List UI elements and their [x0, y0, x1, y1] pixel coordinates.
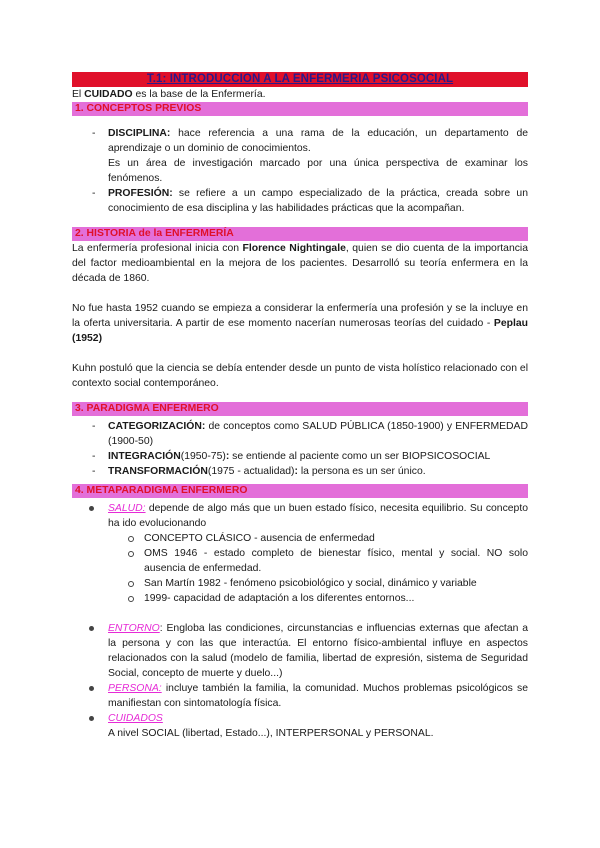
sub-list-item: San Martín 1982 - fenómeno psicobiológico y social, dinámico y variable — [108, 576, 528, 591]
bullet-icon — [89, 626, 94, 631]
list-item: - CATEGORIZACIÓN: de conceptos como SALUD PÚBLICA (1850-1900) y ENFERMEDAD (1900-50) — [92, 421, 528, 447]
list-item-entorno: ENTORNO: Engloba las condiciones, circunstancias e influencias externas que afectan a la persona y con las que interactúa. El entorno físico-ambiental influye en aspectos relacionados con la salud (modelo de familia, libertad de expresión, sistema de Seguridad Social, concepto de muerte y duelo...) — [72, 621, 528, 681]
sub-list-item: 1999- capacidad de adaptación a los diferentes entornos... — [108, 591, 528, 606]
list-item-salud: SALUD: depende de algo más que un buen estado físico, necesita equilibrio. Su concepto ha ido evolucionando CONCEPTO CLÁSICO - ausencia de enfermedad OMS 1946 - estado completo de bienestar físico, mental y social. NO solo ausencia de enfermedad. San Martín 1982 - fenómeno psicobiológico y social, dinámico y variable 1999- capacidad de adaptación a los diferentes entornos... — [72, 501, 528, 606]
circle-bullet-icon — [128, 581, 134, 587]
intro-line: El CUIDADO es la base de la Enfermería. — [72, 89, 266, 100]
bullet-icon — [89, 716, 94, 721]
historia-paragraph-2: No fue hasta 1952 cuando se empieza a considerar la enfermería una profesión y se la incluye en la oferta universitaria. A partir de ese momento nacerían numerosas teorías del cuidado - Peplau (1952) — [72, 303, 528, 344]
conceptos-list — [72, 126, 528, 216]
list-item-persona: PERSONA: incluye también la familia, la comunidad. Muchos problemas psicológicos se manifiestan con sintomatología física. — [72, 681, 528, 711]
list-item: - TRANSFORMACIÓN(1975 - actualidad): la persona es un ser único. — [92, 466, 426, 477]
bullet-icon — [89, 506, 94, 511]
list-item: - INTEGRACIÓN(1950-75): se entiende al paciente como un ser BIOPSICOSOCIAL — [92, 451, 491, 462]
list-item: - PROFESIÓN: se refiere a un campo especializado de la práctica, creada sobre un conocimiento de esa disciplina y las habilidades prácticas que la acompañan. — [92, 188, 528, 214]
historia-paragraph-1: La enfermería profesional inicia con Florence Nightingale, quien se dio cuenta de la importancia del factor medioambiental en la mejora de los pacientes. Desarrolló su teoría enfermera en la década de 1860. — [72, 243, 529, 284]
list-item: - DISCIPLINA: hace referencia a una rama de la educación, un departamento de aprendizaje o un dominio de conocimientos. Es un área de investigación marcado por una única perspectiva de examinar los fenómenos. — [92, 128, 528, 184]
sub-list-item: OMS 1946 - estado completo de bienestar físico, mental y social. NO solo ausencia de enfermedad. — [108, 546, 528, 576]
section-header-historia: 2. HISTORIA de la ENFERMERÍA — [72, 227, 528, 241]
document-page — [72, 72, 528, 741]
bullet-icon — [89, 686, 94, 691]
document-title: T.1: INTRODUCCION A LA ENFERMERIA PSICOSOCIAL — [72, 72, 528, 87]
list-item-cuidados: CUIDADOS A nivel SOCIAL (libertad, Estado...), INTERPERSONAL y PERSONAL. — [72, 711, 528, 741]
spacer — [72, 606, 528, 621]
circle-bullet-icon — [128, 596, 134, 602]
circle-bullet-icon — [128, 536, 134, 542]
metaparadigma-list — [72, 501, 528, 741]
circle-bullet-icon — [128, 551, 134, 557]
salud-sublist — [108, 531, 528, 606]
paradigma-list — [72, 419, 528, 479]
section-header-paradigma: 3. PARADIGMA ENFERMERO — [72, 402, 528, 416]
section-header-conceptos: 1. CONCEPTOS PREVIOS — [72, 102, 528, 116]
historia-paragraph-3: Kuhn postuló que la ciencia se debía entender desde un punto de vista holístico relacionado con el contexto social contemporáneo. — [72, 363, 528, 389]
section-header-metaparadigma: 4. METAPARADIGMA ENFERMERO — [72, 484, 528, 498]
sub-list-item: CONCEPTO CLÁSICO - ausencia de enfermedad — [108, 531, 528, 546]
